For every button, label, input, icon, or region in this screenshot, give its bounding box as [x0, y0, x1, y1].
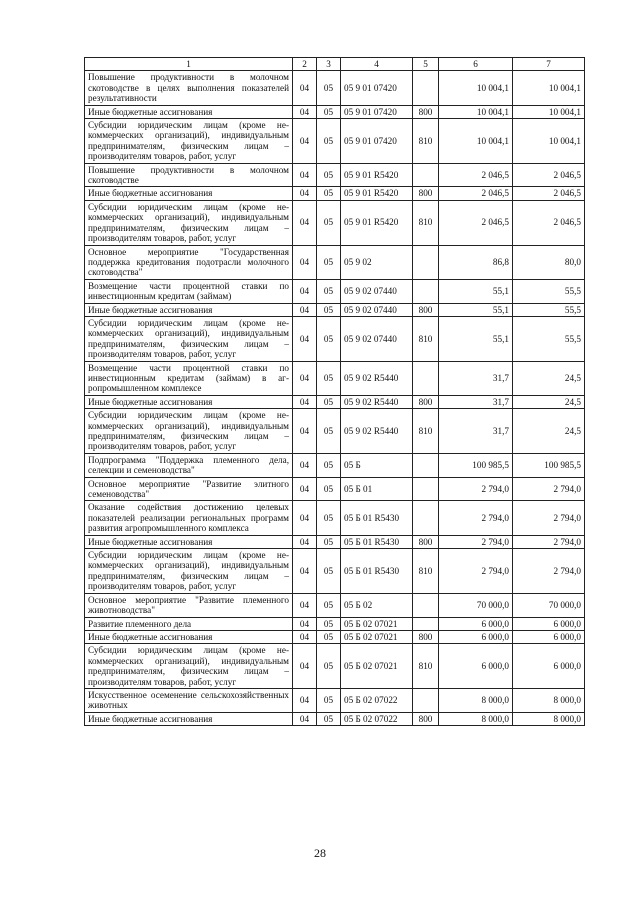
- table-row: [85, 200, 585, 245]
- row-name-cell: Иные бюджетные ассигнования: [85, 303, 293, 316]
- amount-col7-cell: 24,5: [513, 409, 585, 454]
- subsection-code-cell: 05: [317, 688, 341, 712]
- amount-col7-cell: 100 985,5: [513, 453, 585, 477]
- budget-table: [84, 57, 585, 726]
- target-article-cell: 05 Б 01 R5430: [341, 535, 413, 548]
- amount-col7-cell: 24,5: [513, 361, 585, 395]
- table-row: [85, 688, 585, 712]
- table-row: [85, 501, 585, 535]
- subsection-code-cell: 05: [317, 644, 341, 689]
- row-name-cell: Повышение продуктивности в молочном скотоводстве в целях выполнения показателей результативности: [85, 71, 293, 105]
- row-name-cell: Основное мероприятие "Развитие элитного семеноводства": [85, 477, 293, 501]
- amount-col7-cell: 10 004,1: [513, 119, 585, 164]
- amount-col6-cell: 2 794,0: [439, 477, 513, 501]
- row-name-cell: Иные бюджетные ассигнования: [85, 535, 293, 548]
- row-name-cell: Основное мероприятие "Государственная поддержка кредитования подотрасли молочного скотоводства": [85, 245, 293, 279]
- table-row: [85, 71, 585, 105]
- target-article-cell: 05 Б 02 07021: [341, 630, 413, 643]
- amount-col6-cell: 100 985,5: [439, 453, 513, 477]
- section-code-cell: 04: [293, 71, 317, 105]
- amount-col7-cell: 24,5: [513, 395, 585, 408]
- amount-col6-cell: 2 046,5: [439, 200, 513, 245]
- expense-type-cell: [413, 361, 439, 395]
- expense-type-cell: 800: [413, 395, 439, 408]
- amount-col6-cell: 2 046,5: [439, 163, 513, 187]
- target-article-cell: 05 9 02 07440: [341, 279, 413, 303]
- amount-col6-cell: 2 794,0: [439, 535, 513, 548]
- row-name-cell: Повышение продуктивности в молочном скотоводстве: [85, 163, 293, 187]
- subsection-code-cell: 05: [317, 303, 341, 316]
- target-article-cell: 05 Б 01 R5430: [341, 501, 413, 535]
- row-name-cell: Возмещение части процентной ставки по инвестиционным кредитам (займам) в агропромышленном комплексе: [85, 361, 293, 395]
- table-row: [85, 361, 585, 395]
- expense-type-cell: 800: [413, 303, 439, 316]
- table-row: [85, 245, 585, 279]
- target-article-cell: 05 9 01 R5420: [341, 187, 413, 200]
- amount-col6-cell: 6 000,0: [439, 630, 513, 643]
- section-code-cell: 04: [293, 535, 317, 548]
- expense-type-cell: [413, 477, 439, 501]
- section-code-cell: 04: [293, 688, 317, 712]
- target-article-cell: 05 9 02 R5440: [341, 395, 413, 408]
- amount-col7-cell: 2 794,0: [513, 477, 585, 501]
- amount-col7-cell: 2 046,5: [513, 200, 585, 245]
- target-article-cell: 05 9 01 R5420: [341, 163, 413, 187]
- amount-col7-cell: 55,5: [513, 303, 585, 316]
- amount-col7-cell: 6 000,0: [513, 617, 585, 630]
- column-header: 4: [341, 58, 413, 71]
- amount-col6-cell: 55,1: [439, 303, 513, 316]
- amount-col6-cell: 2 794,0: [439, 501, 513, 535]
- subsection-code-cell: 05: [317, 245, 341, 279]
- row-name-cell: Иные бюджетные ассигнования: [85, 712, 293, 725]
- table-row: [85, 617, 585, 630]
- row-name-cell: Основное мероприятие "Развитие племенного животноводства": [85, 593, 293, 617]
- amount-col6-cell: 70 000,0: [439, 593, 513, 617]
- amount-col6-cell: 10 004,1: [439, 71, 513, 105]
- section-code-cell: 04: [293, 316, 317, 361]
- amount-col7-cell: 55,5: [513, 316, 585, 361]
- amount-col6-cell: 31,7: [439, 409, 513, 454]
- table-row: [85, 630, 585, 643]
- section-code-cell: 04: [293, 501, 317, 535]
- row-name-cell: Искусственное осеменение сельскохозяйственных животных: [85, 688, 293, 712]
- table-row: [85, 477, 585, 501]
- row-name-cell: Возмещение части процентной ставки по инвестиционным кредитам (займам): [85, 279, 293, 303]
- row-name-cell: Иные бюджетные ассигнования: [85, 630, 293, 643]
- target-article-cell: 05 Б 01: [341, 477, 413, 501]
- expense-type-cell: [413, 501, 439, 535]
- column-header: 6: [439, 58, 513, 71]
- section-code-cell: 04: [293, 187, 317, 200]
- section-code-cell: 04: [293, 279, 317, 303]
- amount-col7-cell: 6 000,0: [513, 644, 585, 689]
- section-code-cell: 04: [293, 549, 317, 594]
- amount-col6-cell: 86,8: [439, 245, 513, 279]
- amount-col7-cell: 6 000,0: [513, 630, 585, 643]
- subsection-code-cell: 05: [317, 187, 341, 200]
- subsection-code-cell: 05: [317, 477, 341, 501]
- table-row: [85, 105, 585, 118]
- target-article-cell: 05 9 01 07420: [341, 105, 413, 118]
- target-article-cell: 05 9 01 07420: [341, 119, 413, 164]
- table-row: [85, 316, 585, 361]
- amount-col6-cell: 10 004,1: [439, 105, 513, 118]
- amount-col7-cell: 10 004,1: [513, 71, 585, 105]
- subsection-code-cell: 05: [317, 395, 341, 408]
- row-name-cell: Оказание содействия достижению целевых показателей реализации региональных программ развития агропромышленного комплекса: [85, 501, 293, 535]
- amount-col7-cell: 2 794,0: [513, 535, 585, 548]
- section-code-cell: 04: [293, 395, 317, 408]
- amount-col6-cell: 2 046,5: [439, 187, 513, 200]
- row-name-cell: Подпрограмма "Поддержка племенного дела, селекции и семеноводства": [85, 453, 293, 477]
- target-article-cell: 05 Б 02 07022: [341, 688, 413, 712]
- expense-type-cell: 800: [413, 630, 439, 643]
- row-name-cell: Субсидии юридическим лицам (кроме некоммерческих организаций), индивидуальным предпринимателям, физическим лицам – производителям товаров, работ, услуг: [85, 316, 293, 361]
- expense-type-cell: [413, 453, 439, 477]
- table-row: [85, 644, 585, 689]
- row-name-cell: Субсидии юридическим лицам (кроме некоммерческих организаций), индивидуальным предпринимателям, физическим лицам – производителям товаров, работ, услуг: [85, 200, 293, 245]
- subsection-code-cell: 05: [317, 119, 341, 164]
- table-row: [85, 409, 585, 454]
- table-row: [85, 453, 585, 477]
- section-code-cell: 04: [293, 245, 317, 279]
- row-name-cell: Субсидии юридическим лицам (кроме некоммерческих организаций), индивидуальным предпринимателям, физическим лицам – производителям товаров, работ, услуг: [85, 549, 293, 594]
- target-article-cell: 05 9 02 07440: [341, 303, 413, 316]
- target-article-cell: 05 Б 02 07021: [341, 644, 413, 689]
- target-article-cell: 05 Б 02 07022: [341, 712, 413, 725]
- amount-col6-cell: 55,1: [439, 316, 513, 361]
- table-row: [85, 303, 585, 316]
- target-article-cell: 05 9 02: [341, 245, 413, 279]
- subsection-code-cell: 05: [317, 409, 341, 454]
- expense-type-cell: 810: [413, 549, 439, 594]
- expense-type-cell: [413, 617, 439, 630]
- expense-type-cell: [413, 593, 439, 617]
- column-header: 5: [413, 58, 439, 71]
- row-name-cell: Субсидии юридическим лицам (кроме некоммерческих организаций), индивидуальным предпринимателям, физическим лицам – производителям товаров, работ, услуг: [85, 119, 293, 164]
- amount-col6-cell: 8 000,0: [439, 688, 513, 712]
- amount-col6-cell: 55,1: [439, 279, 513, 303]
- target-article-cell: 05 9 02 R5440: [341, 409, 413, 454]
- target-article-cell: 05 9 02 07440: [341, 316, 413, 361]
- amount-col7-cell: 8 000,0: [513, 712, 585, 725]
- column-header: 3: [317, 58, 341, 71]
- expense-type-cell: 800: [413, 712, 439, 725]
- subsection-code-cell: 05: [317, 361, 341, 395]
- subsection-code-cell: 05: [317, 617, 341, 630]
- row-name-cell: Иные бюджетные ассигнования: [85, 187, 293, 200]
- subsection-code-cell: 05: [317, 105, 341, 118]
- section-code-cell: 04: [293, 163, 317, 187]
- row-name-cell: Иные бюджетные ассигнования: [85, 105, 293, 118]
- column-header: 1: [85, 58, 293, 71]
- section-code-cell: 04: [293, 712, 317, 725]
- section-code-cell: 04: [293, 644, 317, 689]
- amount-col7-cell: 80,0: [513, 245, 585, 279]
- amount-col7-cell: 55,5: [513, 279, 585, 303]
- section-code-cell: 04: [293, 409, 317, 454]
- table-row: [85, 593, 585, 617]
- subsection-code-cell: 05: [317, 630, 341, 643]
- amount-col7-cell: 2 046,5: [513, 163, 585, 187]
- target-article-cell: 05 9 02 R5440: [341, 361, 413, 395]
- amount-col7-cell: 2 794,0: [513, 549, 585, 594]
- target-article-cell: 05 Б 02: [341, 593, 413, 617]
- amount-col6-cell: 10 004,1: [439, 119, 513, 164]
- page-number: 28: [314, 846, 326, 860]
- table-header-row: [85, 58, 585, 71]
- table-row: [85, 163, 585, 187]
- subsection-code-cell: 05: [317, 71, 341, 105]
- expense-type-cell: 810: [413, 644, 439, 689]
- subsection-code-cell: 05: [317, 549, 341, 594]
- amount-col6-cell: 31,7: [439, 395, 513, 408]
- amount-col7-cell: 2 046,5: [513, 187, 585, 200]
- section-code-cell: 04: [293, 630, 317, 643]
- expense-type-cell: 810: [413, 200, 439, 245]
- section-code-cell: 04: [293, 119, 317, 164]
- section-code-cell: 04: [293, 593, 317, 617]
- expense-type-cell: [413, 279, 439, 303]
- subsection-code-cell: 05: [317, 535, 341, 548]
- section-code-cell: 04: [293, 453, 317, 477]
- amount-col7-cell: 10 004,1: [513, 105, 585, 118]
- table-row: [85, 395, 585, 408]
- column-header: 2: [293, 58, 317, 71]
- subsection-code-cell: 05: [317, 453, 341, 477]
- column-header: 7: [513, 58, 585, 71]
- table-row: [85, 712, 585, 725]
- row-name-cell: Иные бюджетные ассигнования: [85, 395, 293, 408]
- expense-type-cell: 800: [413, 187, 439, 200]
- section-code-cell: 04: [293, 477, 317, 501]
- amount-col7-cell: 8 000,0: [513, 688, 585, 712]
- section-code-cell: 04: [293, 200, 317, 245]
- expense-type-cell: 810: [413, 316, 439, 361]
- amount-col6-cell: 31,7: [439, 361, 513, 395]
- table-row: [85, 535, 585, 548]
- expense-type-cell: [413, 163, 439, 187]
- expense-type-cell: 810: [413, 409, 439, 454]
- table-row: [85, 279, 585, 303]
- subsection-code-cell: 05: [317, 501, 341, 535]
- section-code-cell: 04: [293, 303, 317, 316]
- row-name-cell: Развитие племенного дела: [85, 617, 293, 630]
- target-article-cell: 05 Б 01 R5430: [341, 549, 413, 594]
- subsection-code-cell: 05: [317, 316, 341, 361]
- expense-type-cell: [413, 688, 439, 712]
- subsection-code-cell: 05: [317, 163, 341, 187]
- amount-col7-cell: 2 794,0: [513, 501, 585, 535]
- table-row: [85, 549, 585, 594]
- expense-type-cell: 810: [413, 119, 439, 164]
- amount-col6-cell: 8 000,0: [439, 712, 513, 725]
- section-code-cell: 04: [293, 361, 317, 395]
- expense-type-cell: 800: [413, 535, 439, 548]
- subsection-code-cell: 05: [317, 593, 341, 617]
- table-row: [85, 187, 585, 200]
- row-name-cell: Субсидии юридическим лицам (кроме некоммерческих организаций), индивидуальным предпринимателям, физическим лицам – производителям товаров, работ, услуг: [85, 644, 293, 689]
- subsection-code-cell: 05: [317, 200, 341, 245]
- target-article-cell: 05 9 01 07420: [341, 71, 413, 105]
- amount-col6-cell: 6 000,0: [439, 644, 513, 689]
- row-name-cell: Субсидии юридическим лицам (кроме некоммерческих организаций), индивидуальным предпринимателям, физическим лицам – производителям товаров, работ, услуг: [85, 409, 293, 454]
- target-article-cell: 05 Б 02 07021: [341, 617, 413, 630]
- table-row: [85, 119, 585, 164]
- section-code-cell: 04: [293, 105, 317, 118]
- section-code-cell: 04: [293, 617, 317, 630]
- amount-col6-cell: 6 000,0: [439, 617, 513, 630]
- target-article-cell: 05 9 01 R5420: [341, 200, 413, 245]
- amount-col6-cell: 2 794,0: [439, 549, 513, 594]
- amount-col7-cell: 70 000,0: [513, 593, 585, 617]
- expense-type-cell: 800: [413, 105, 439, 118]
- target-article-cell: 05 Б: [341, 453, 413, 477]
- subsection-code-cell: 05: [317, 712, 341, 725]
- expense-type-cell: [413, 245, 439, 279]
- expense-type-cell: [413, 71, 439, 105]
- table-body: [85, 71, 585, 726]
- subsection-code-cell: 05: [317, 279, 341, 303]
